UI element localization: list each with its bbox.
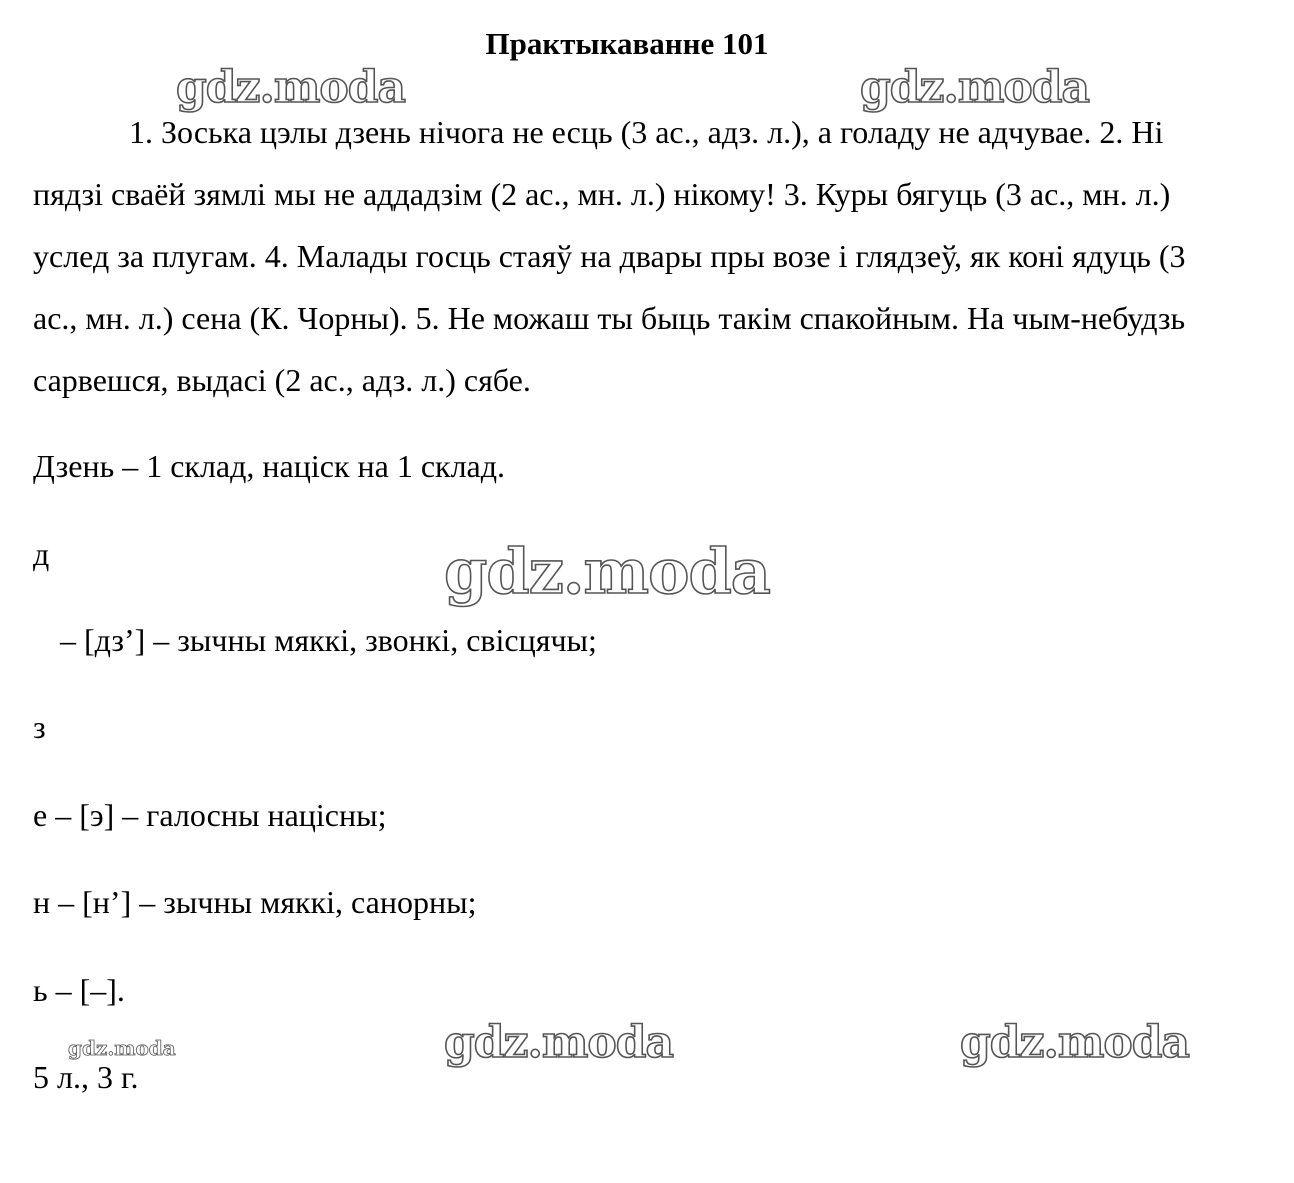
sound-e-line: е – [э] – галосны націсны; — [33, 797, 387, 833]
watermark-logo: gdz.moda — [444, 1017, 674, 1068]
page-title: Практыкаванне 101 — [485, 26, 769, 61]
syllable-line: Дзень – 1 склад, націск на 1 склад. — [33, 448, 506, 484]
letter-z: з — [33, 709, 46, 745]
watermark-logo: gdz.moda — [444, 535, 770, 608]
letter-sound-count: 5 л., 3 г. — [33, 1059, 139, 1095]
watermark-logo: gdz.moda — [960, 1017, 1190, 1068]
watermark-logo: gdz.moda — [860, 62, 1090, 113]
exercise-paragraph: 1. Зоська цэлы дзень нічога не есць (3 ас., адз. л.), а голаду не адчувае. 2. Ні пядзі сваёй зямлі мы не аддадзім (2 ас., мн. л.) нікому! 3. Куры бягуць (3 ас., мн. л.) услед за плугам. 4. Малады госць стаяў на двары пры возе і глядзеў, як коні ядуць (3 ас., мн. л.) сена (К. Чорны). 5. Не можаш ты быць такім спакойным. На чым-небудзь сарвешся, выдасі (2 ас., адз. л.) сябе. — [33, 114, 1186, 398]
sound-dz-line: – [дз’] – зычны мяккі, звонкі, свісцячы; — [60, 622, 597, 658]
watermark-logo: gdz.moda — [176, 62, 406, 113]
letter-d: д — [33, 536, 50, 572]
sound-soft-sign-line: ь – [–]. — [33, 972, 125, 1008]
watermark-logo-small: gdz.moda — [68, 1036, 176, 1060]
sound-n-line: н – [н’] – зычны мяккі, санорны; — [33, 884, 477, 920]
